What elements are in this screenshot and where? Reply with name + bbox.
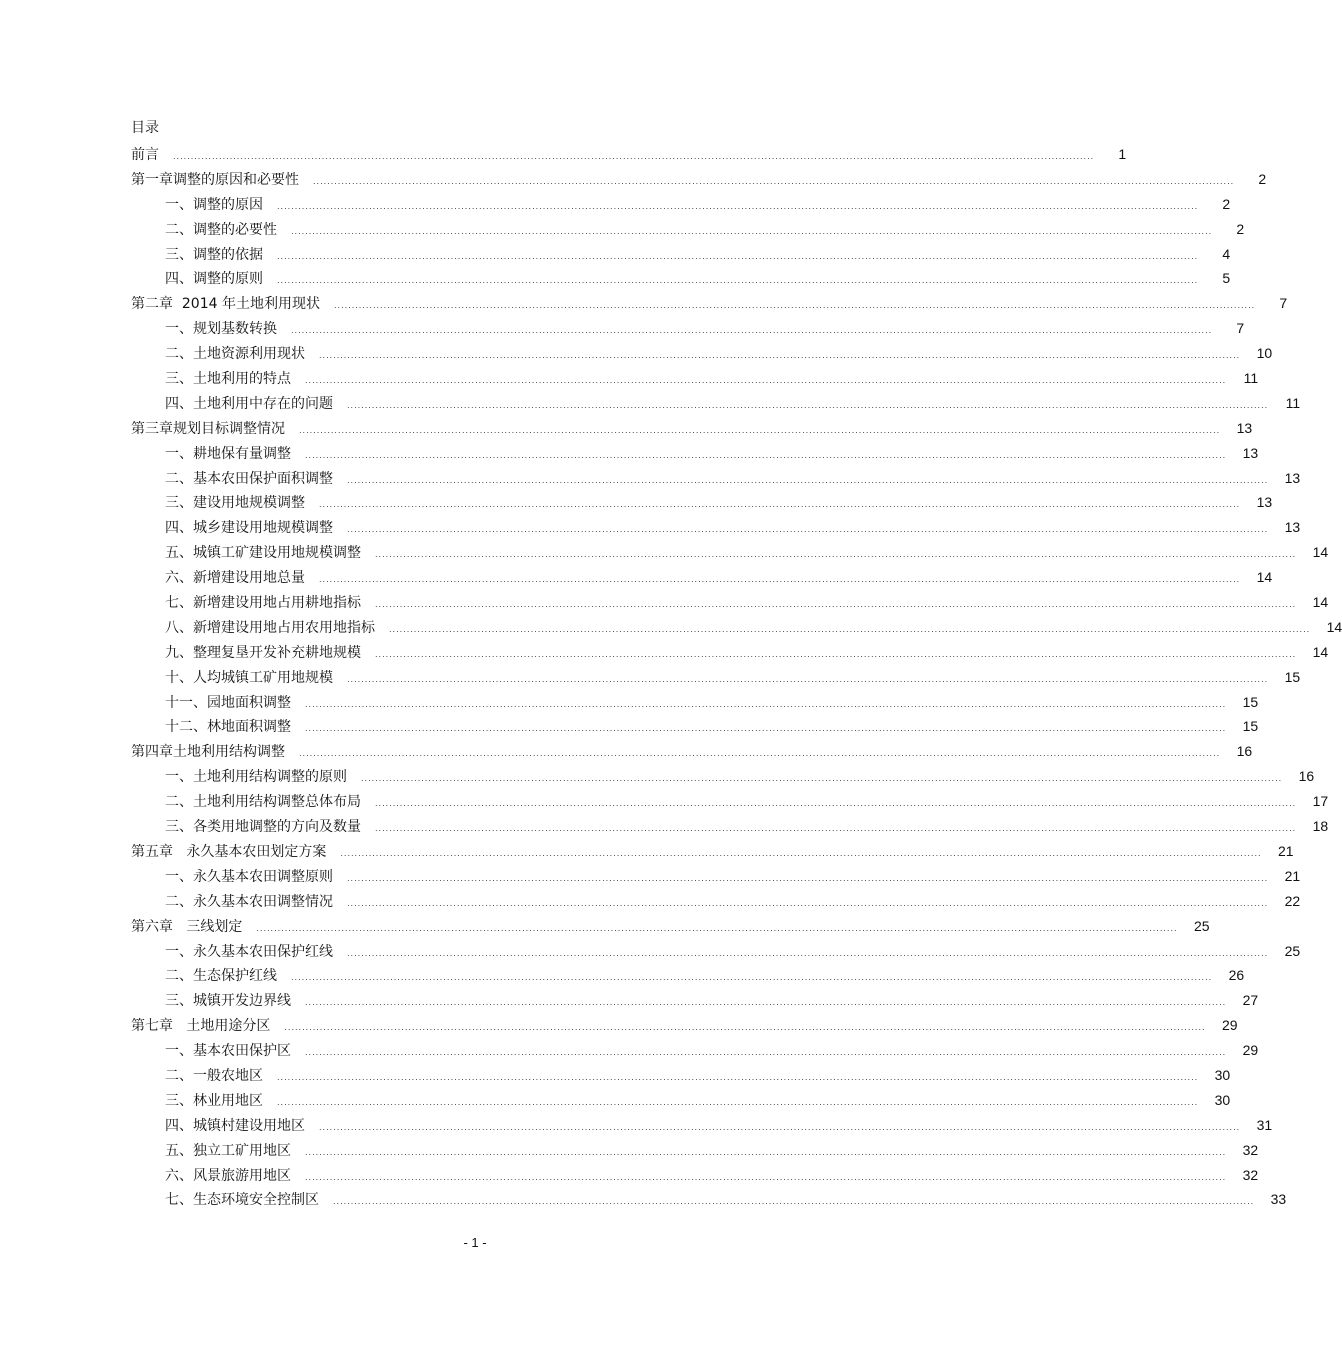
toc-entry-page: 27 <box>1242 992 1259 1009</box>
dot-leader: .................................................................................................................................................................................................................................................................... <box>291 326 1213 336</box>
toc-section-entry[interactable] <box>131 242 1231 267</box>
dot-leader: .................................................................................................................................................................................................................................................................... <box>347 674 1269 684</box>
toc-entry-page: 13 <box>1256 494 1273 511</box>
toc-entry-label: 第三章规划目标调整情况 <box>131 420 285 437</box>
toc-section-entry[interactable] <box>131 615 1342 640</box>
toc-entry-page: 17 <box>1312 793 1329 810</box>
dot-leader: .................................................................................................................................................................................................................................................................... <box>389 624 1311 634</box>
toc-section-entry[interactable] <box>131 939 1301 964</box>
toc-section-entry[interactable] <box>131 391 1301 416</box>
toc-section-entry[interactable] <box>131 266 1231 291</box>
dot-leader: .................................................................................................................................................................................................................................................................... <box>347 400 1269 410</box>
toc-entry-page: 21 <box>1284 867 1301 884</box>
toc-entry-page: 14 <box>1312 594 1329 611</box>
toc-section-entry[interactable] <box>131 1138 1259 1163</box>
toc-entry-label: 二、调整的必要性 <box>165 221 277 238</box>
toc-section-entry[interactable] <box>131 441 1259 466</box>
toc-entry-label: 四、调整的原则 <box>165 271 263 288</box>
toc-chapter-entry[interactable] <box>131 416 1253 441</box>
toc-entry-label: 第五章 永久基本农田划定方案 <box>131 843 327 860</box>
toc-entry-page: 29 <box>1242 1042 1259 1059</box>
dot-leader: .................................................................................................................................................................................................................................................................... <box>305 1048 1227 1058</box>
toc-entry-label: 第六章 三线划定 <box>131 918 243 935</box>
toc-entry-label: 第七章 土地用途分区 <box>131 1018 271 1035</box>
toc-entry-label: 三、各类用地调整的方向及数量 <box>165 819 361 836</box>
toc-chapter-entry[interactable] <box>131 739 1253 764</box>
toc-chapter-entry[interactable] <box>131 839 1294 864</box>
toc-entry-page: 14 <box>1256 569 1273 586</box>
dot-leader: .................................................................................................................................................................................................................................................................... <box>347 475 1269 485</box>
dot-leader: .................................................................................................................................................................................................................................................................... <box>305 998 1227 1008</box>
dot-leader: .................................................................................................................................................................................................................................................................... <box>347 948 1269 958</box>
toc-entry-label: 二、生态保护红线 <box>165 968 277 985</box>
toc-entry-page: 26 <box>1228 967 1245 984</box>
toc-entry-page: 13 <box>1236 419 1253 436</box>
toc-section-entry[interactable] <box>131 590 1329 615</box>
toc-section-entry[interactable] <box>131 864 1301 889</box>
toc-entry-page: 2 <box>1258 170 1267 187</box>
toc-entry-page: 13 <box>1284 469 1301 486</box>
dot-leader: .................................................................................................................................................................................................................................................................... <box>319 575 1241 585</box>
toc-entry-label: 十二、林地面积调整 <box>165 719 291 736</box>
toc-entry-page: 4 <box>1222 245 1231 262</box>
toc-section-entry[interactable] <box>131 988 1259 1013</box>
toc-entry-label: 一、基本农田保护区 <box>165 1043 291 1060</box>
toc-section-entry[interactable] <box>131 889 1301 914</box>
toc-entry-page: 25 <box>1284 942 1301 959</box>
dot-leader: .................................................................................................................................................................................................................................................................... <box>299 749 1221 759</box>
dot-leader: .................................................................................................................................................................................................................................................................... <box>277 1072 1199 1082</box>
toc-entry-label: 一、耕地保有量调整 <box>165 445 291 462</box>
toc-chapter-entry[interactable] <box>131 291 1288 316</box>
toc-entry-page: 13 <box>1284 519 1301 536</box>
toc-entry-label: 一、规划基数转换 <box>165 321 277 338</box>
toc-entry-page: 16 <box>1298 768 1315 785</box>
toc-entry-page: 1 <box>1118 146 1127 162</box>
dot-leader: .................................................................................................................................................................................................................................................................... <box>277 251 1199 261</box>
toc-entry-label: 六、新增建设用地总量 <box>165 570 305 587</box>
dot-leader: .................................................................................................................................................................................................................................................................... <box>375 824 1297 834</box>
toc-section-entry[interactable] <box>131 690 1259 715</box>
toc-entry-page: 18 <box>1312 818 1329 835</box>
toc-entry-label: 六、风景旅游用地区 <box>165 1167 291 1184</box>
toc-entry-label: 二、土地资源利用现状 <box>165 346 305 363</box>
toc-entry-label: 二、永久基本农田调整情况 <box>165 893 333 910</box>
toc-section-entry[interactable] <box>131 490 1273 515</box>
toc-chapter-entry[interactable] <box>131 167 1267 192</box>
toc-section-entry[interactable] <box>131 640 1329 665</box>
toc-section-entry[interactable] <box>131 1113 1273 1138</box>
toc-entry-label: 三、调整的依据 <box>165 246 263 263</box>
dot-leader: .................................................................................................................................................................................................................................................................... <box>305 699 1227 709</box>
toc-entry-label: 四、土地利用中存在的问题 <box>165 395 333 412</box>
toc-entry-page: 15 <box>1242 693 1259 710</box>
toc-section-entry[interactable] <box>131 341 1273 366</box>
toc-entry-label: 三、城镇开发边界线 <box>165 993 291 1010</box>
toc-section-entry[interactable] <box>131 466 1301 491</box>
toc-entry-label: 五、独立工矿用地区 <box>165 1142 291 1159</box>
toc-section-entry[interactable] <box>131 963 1245 988</box>
toc-entry-label: 二、一般农地区 <box>165 1067 263 1084</box>
dot-leader: .................................................................................................................................................................................................................................................................... <box>291 226 1213 236</box>
toc-entry-page: 15 <box>1284 668 1301 685</box>
toc-entry-label: 前言 <box>131 147 159 163</box>
toc-section-entry[interactable] <box>131 192 1231 217</box>
toc-entry-label: 三、林业用地区 <box>165 1092 263 1109</box>
toc-entry-label: 一、永久基本农田保护红线 <box>165 943 333 960</box>
toc-entry-page: 29 <box>1221 1017 1238 1034</box>
dot-leader: .................................................................................................................................................................................................................................................................... <box>305 376 1227 386</box>
toc-entry-page: 7 <box>1279 295 1288 312</box>
toc-section-entry[interactable] <box>131 316 1245 341</box>
dot-leader: .................................................................................................................................................................................................................................................................... <box>305 450 1227 460</box>
toc-chapter-entry[interactable] <box>131 914 1210 939</box>
toc-entry-page: 32 <box>1242 1141 1259 1158</box>
table-of-contents <box>131 142 1342 1212</box>
dot-leader: .................................................................................................................................................................................................................................................................... <box>333 1197 1255 1207</box>
toc-entry-label: 一、永久基本农田调整原则 <box>165 868 333 885</box>
dot-leader: .................................................................................................................................................................................................................................................................... <box>284 1023 1206 1033</box>
dot-leader: .................................................................................................................................................................................................................................................................... <box>305 1147 1227 1157</box>
dot-leader: .................................................................................................................................................................................................................................................................... <box>319 1122 1241 1132</box>
dot-leader: .................................................................................................................................................................................................................................................................... <box>277 201 1199 211</box>
dot-leader: .................................................................................................................................................................................................................................................................... <box>299 425 1221 435</box>
toc-section-entry[interactable] <box>131 1088 1231 1113</box>
dot-leader: .................................................................................................................................................................................................................................................................... <box>340 848 1262 858</box>
toc-section-entry[interactable] <box>131 1163 1259 1188</box>
dot-leader: .................................................................................................................................................................................................................................................................... <box>305 1172 1227 1182</box>
toc-entry-label: 三、建设用地规模调整 <box>165 495 305 512</box>
page-number: - 1 - <box>463 1235 487 1250</box>
toc-entry-label: 一、土地利用结构调整的原则 <box>165 769 347 786</box>
toc-section-entry[interactable] <box>131 540 1329 565</box>
dot-leader: .................................................................................................................................................................................................................................................................... <box>313 176 1235 186</box>
toc-entry-page: 16 <box>1236 743 1253 760</box>
toc-entry-page: 33 <box>1270 1191 1287 1208</box>
toc-section-entry[interactable] <box>131 789 1329 814</box>
dot-leader: .................................................................................................................................................................................................................................................................... <box>256 923 1178 933</box>
toc-entry-page: 2 <box>1222 195 1231 212</box>
toc-entry-label: 二、土地利用结构调整总体布局 <box>165 794 361 811</box>
toc-entry-label: 三、土地利用的特点 <box>165 371 291 388</box>
toc-entry-label: 十、人均城镇工矿用地规模 <box>165 669 333 686</box>
dot-leader: .................................................................................................................................................................................................................................................................... <box>375 600 1297 610</box>
dot-leader: .................................................................................................................................................................................................................................................................... <box>291 973 1213 983</box>
dot-leader: .................................................................................................................................................................................................................................................................... <box>347 898 1269 908</box>
toc-entry-page: 21 <box>1277 842 1294 859</box>
dot-leader: .................................................................................................................................................................................................................................................................... <box>277 276 1199 286</box>
toc-entry-page: 15 <box>1242 718 1259 735</box>
toc-title: 目录 <box>131 120 159 136</box>
toc-section-entry[interactable] <box>131 1187 1287 1212</box>
toc-section-entry[interactable] <box>131 515 1301 540</box>
toc-section-entry[interactable] <box>131 764 1315 789</box>
toc-section-entry[interactable] <box>131 814 1329 839</box>
dot-leader: .................................................................................................................................................................................................................................................................... <box>375 799 1297 809</box>
toc-entry-page: 31 <box>1256 1116 1273 1133</box>
toc-entry-page: 13 <box>1242 444 1259 461</box>
dot-leader: .................................................................................................................................................................................................................................................................... <box>319 500 1241 510</box>
toc-entry-page: 22 <box>1284 892 1301 909</box>
toc-chapter-entry[interactable] <box>131 1013 1238 1038</box>
toc-entry-label: 第四章土地利用结构调整 <box>131 744 285 761</box>
toc-entry-label: 二、基本农田保护面积调整 <box>165 470 333 487</box>
toc-entry-label: 第一章调整的原因和必要性 <box>131 171 299 188</box>
toc-section-entry[interactable] <box>131 217 1245 242</box>
toc-section-entry[interactable] <box>131 1038 1259 1063</box>
toc-entry-page: 2 <box>1236 220 1245 237</box>
toc-entry-label: 七、新增建设用地占用耕地指标 <box>165 595 361 612</box>
dot-leader: .................................................................................................................................................................................................................................................................... <box>319 351 1241 361</box>
toc-entry-label: 十一、园地面积调整 <box>165 694 291 711</box>
dot-leader: .................................................................................................................................................................................................................................................................... <box>173 152 1095 161</box>
toc-entry-page: 11 <box>1243 370 1259 387</box>
toc-chapter-entry[interactable] <box>131 142 1127 167</box>
toc-entry-page: 14 <box>1312 544 1329 561</box>
toc-entry-page: 7 <box>1236 320 1245 337</box>
toc-entry-page: 30 <box>1214 1066 1231 1083</box>
dot-leader: .................................................................................................................................................................................................................................................................... <box>375 649 1297 659</box>
toc-entry-page: 10 <box>1256 345 1273 362</box>
toc-entry-label: 第二章 2014 年土地利用现状 <box>131 296 320 313</box>
toc-section-entry[interactable] <box>131 714 1259 739</box>
dot-leader: .................................................................................................................................................................................................................................................................... <box>375 550 1297 560</box>
toc-entry-label: 八、新增建设用地占用农用地指标 <box>165 619 375 636</box>
toc-section-entry[interactable] <box>131 366 1259 391</box>
toc-entry-label: 四、城乡建设用地规模调整 <box>165 520 333 537</box>
toc-entry-page: 11 <box>1285 394 1301 411</box>
toc-entry-label: 七、生态环境安全控制区 <box>165 1192 319 1209</box>
dot-leader: .................................................................................................................................................................................................................................................................... <box>361 774 1283 784</box>
dot-leader: .................................................................................................................................................................................................................................................................... <box>305 724 1227 734</box>
toc-section-entry[interactable] <box>131 1063 1231 1088</box>
dot-leader: .................................................................................................................................................................................................................................................................... <box>347 525 1269 535</box>
dot-leader: .................................................................................................................................................................................................................................................................... <box>333 301 1256 311</box>
toc-entry-page: 5 <box>1222 270 1231 287</box>
toc-entry-label: 一、调整的原因 <box>165 196 263 213</box>
toc-entry-label: 四、城镇村建设用地区 <box>165 1117 305 1134</box>
dot-leader: .................................................................................................................................................................................................................................................................... <box>277 1097 1199 1107</box>
toc-entry-label: 五、城镇工矿建设用地规模调整 <box>165 545 361 562</box>
toc-section-entry[interactable] <box>131 565 1273 590</box>
toc-section-entry[interactable] <box>131 665 1301 690</box>
dot-leader: .................................................................................................................................................................................................................................................................... <box>347 873 1269 883</box>
toc-entry-page: 14 <box>1326 618 1342 635</box>
toc-entry-label: 九、整理复垦开发补充耕地规模 <box>165 644 361 661</box>
toc-entry-page: 25 <box>1193 917 1210 934</box>
toc-entry-page: 14 <box>1312 643 1329 660</box>
toc-entry-page: 30 <box>1214 1091 1231 1108</box>
toc-entry-page: 32 <box>1242 1166 1259 1183</box>
